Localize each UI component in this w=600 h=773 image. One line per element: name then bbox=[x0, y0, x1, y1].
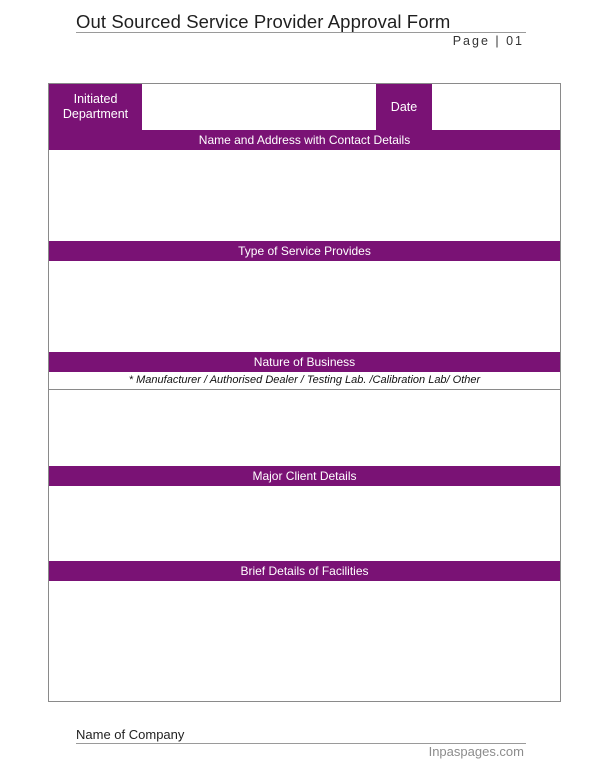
major-client-header: Major Client Details bbox=[49, 466, 560, 486]
service-type-field[interactable] bbox=[49, 261, 560, 352]
date-label: Date bbox=[376, 84, 432, 130]
form-title: Out Sourced Service Provider Approval Form bbox=[76, 11, 451, 32]
company-name-label: Name of Company bbox=[76, 727, 185, 742]
name-address-field[interactable] bbox=[49, 150, 560, 241]
initiated-department-field[interactable] bbox=[142, 84, 376, 130]
name-address-header: Name and Address with Contact Details bbox=[49, 130, 560, 150]
initiated-department-label: Initiated Department bbox=[49, 84, 142, 130]
facilities-field[interactable] bbox=[49, 581, 560, 701]
facilities-header: Brief Details of Facilities bbox=[49, 561, 560, 581]
brand-watermark: Inpaspages.com bbox=[428, 744, 524, 759]
service-type-header: Type of Service Provides bbox=[49, 241, 560, 261]
date-field[interactable] bbox=[432, 84, 560, 130]
major-client-field[interactable] bbox=[49, 486, 560, 562]
business-type-options-note: * Manufacturer / Authorised Dealer / Testing Lab. /Calibration Lab/ Other bbox=[49, 372, 560, 390]
approval-form bbox=[48, 83, 561, 702]
page-number: Page | 01 bbox=[452, 34, 524, 48]
nature-of-business-field[interactable] bbox=[49, 390, 560, 466]
nature-of-business-header: Nature of Business bbox=[49, 352, 560, 372]
title-divider bbox=[76, 32, 526, 33]
